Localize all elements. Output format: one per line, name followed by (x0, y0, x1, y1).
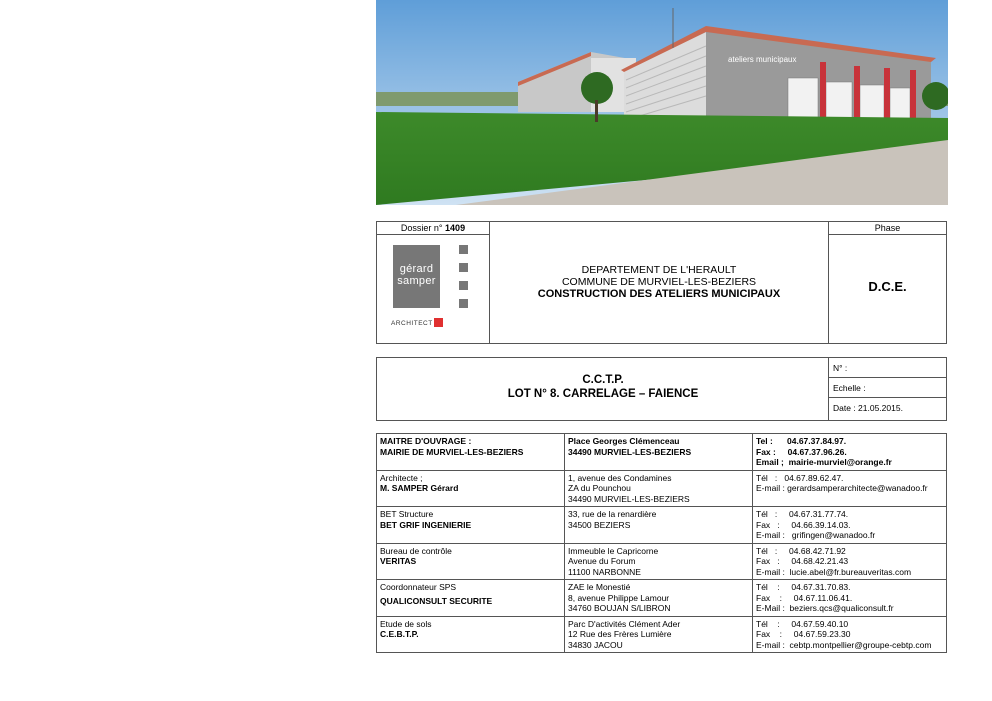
address-line: 11100 NARBONNE (568, 566, 641, 577)
role-line: Coordonnateur SPS (380, 582, 457, 592)
role-cell (377, 470, 565, 507)
architect-logo (393, 245, 440, 308)
phase-label: Phase (829, 222, 946, 235)
echelle-field: Echelle : (829, 378, 946, 398)
contact-line: Tél : 04.67.31.77.74. (756, 509, 849, 519)
logo-square (459, 245, 468, 254)
contact-cell (753, 434, 947, 471)
table-row (377, 507, 947, 544)
contact-line: Fax : 04.67.59.23.30 (756, 629, 851, 639)
header-block (376, 221, 947, 344)
address-cell (565, 470, 753, 507)
role-cell (377, 543, 565, 580)
address-line: Place Georges Clémenceau (568, 436, 680, 446)
address-line: 34490 MURVIEL-LES-BEZIERS (568, 446, 692, 457)
role-line: C.E.B.T.P. (380, 629, 419, 639)
role-cell (377, 434, 565, 471)
cctp-heading: C.C.T.P. (582, 374, 624, 386)
cctp-title (377, 373, 829, 401)
contact-line: E-mail : cebtp.montpellier@groupe-cebtp.com (756, 639, 932, 650)
contact-line: Fax : 04.68.42.21.43 (756, 556, 849, 566)
role-cell (377, 616, 565, 653)
address-line: 1, avenue des Condamines (568, 472, 672, 483)
contact-line: Tél : 04.67.31.70.83. (756, 582, 851, 592)
address-line: 34830 JACOU (568, 639, 623, 650)
role-line: Etude de sols (380, 618, 432, 629)
role-cell (377, 580, 565, 617)
address-line: ZAE le Monestié (568, 582, 631, 592)
role-cell (377, 507, 565, 544)
address-cell (565, 434, 753, 471)
building-sign: ateliers municipaux (728, 55, 797, 64)
contact-line: E-Mail : beziers.qcs@qualiconsult.fr (756, 603, 894, 613)
logo-square (459, 281, 468, 290)
contact-line: Tél : 04.67.59.40.10 (756, 618, 849, 629)
cover-photo (376, 0, 948, 205)
role-line: VERITAS (380, 556, 417, 566)
table-row (377, 616, 947, 653)
date-field: Date : 21.05.2015. (833, 403, 903, 413)
address-line: 34490 MURVIEL-LES-BEZIERS (568, 493, 690, 504)
logo-line2: samper (397, 275, 436, 287)
address-cell (565, 543, 753, 580)
contact-line: Fax : 04.67.11.06.41. (756, 592, 853, 603)
contact-line: Fax : 04.66.39.14.03. (756, 519, 851, 530)
contact-line: E-mail : lucie.abel@fr.bureauveritas.com (756, 566, 912, 577)
phase-value: D.C.E. (868, 279, 907, 294)
dossier-label-text: Dossier n° (400, 223, 443, 233)
address-line: ZA du Pounchou (568, 483, 631, 493)
contact-cell (753, 543, 947, 580)
logo-architect-text: ARCHITECT (391, 320, 433, 328)
contacts-table (376, 433, 947, 653)
phase-cell (828, 222, 946, 343)
logo-cell (377, 222, 490, 343)
role-line: Bureau de contrôle (380, 545, 452, 556)
address-line: Avenue du Forum (568, 556, 636, 566)
architect-red-mark (434, 318, 443, 327)
table-row (377, 580, 947, 617)
contact-cell (753, 470, 947, 507)
address-line: 12 Rue des Frères Lumière (568, 629, 672, 639)
contact-line: E-mail : gerardsamperarchitecte@wanadoo.fr (756, 483, 928, 493)
table-row (377, 543, 947, 580)
role-line: BET Structure (380, 509, 434, 519)
contact-line: E-mail : grifingen@wanadoo.fr (756, 530, 876, 540)
address-line: 34500 BEZIERS (568, 519, 631, 530)
department: DEPARTEMENT DE L'HERAULT (581, 264, 737, 276)
contact-line: Tél : 04.67.89.62.47. (756, 472, 844, 483)
contact-line: Tel : 04.67.37.84.97. (756, 436, 847, 446)
logo-line1: gérard (399, 263, 434, 275)
address-line: 8, avenue Philippe Lamour (568, 592, 670, 603)
address-cell (565, 580, 753, 617)
address-line: 33, rue de la renardière (568, 509, 657, 519)
role-line: M. SAMPER Gérard (380, 483, 459, 493)
address-line: 34760 BOUJAN S/LIBRON (568, 603, 671, 613)
role-line: MAIRIE DE MURVIEL-LES-BEZIERS (380, 446, 524, 457)
contact-cell (753, 507, 947, 544)
role-line: MAITRE D'OUVRAGE : (380, 436, 472, 446)
project-name: CONSTRUCTION DES ATELIERS MUNICIPAUX (537, 288, 781, 300)
contact-line: Email ; mairie-murviel@orange.fr (756, 457, 892, 467)
lot-title: LOT N° 8. CARRELAGE – FAIENCE (507, 388, 699, 400)
dossier-number: 1409 (445, 223, 466, 233)
logo-square (459, 263, 468, 272)
address-line: Parc D'activités Clément Ader (568, 618, 681, 629)
role-line: BET GRIF INGENIERIE (380, 519, 472, 530)
commune: COMMUNE DE MURVIEL-LES-BEZIERS (561, 276, 757, 288)
address-line: Immeuble le Capricorne (568, 545, 659, 556)
cctp-block (376, 357, 947, 421)
contact-line: Tél : 04.68.42.71.92 (756, 545, 846, 556)
contact-cell (753, 616, 947, 653)
table-row (377, 434, 947, 471)
logo-square (459, 299, 468, 308)
address-cell (565, 616, 753, 653)
numero-field: N° : (829, 358, 946, 378)
role-line: QUALICONSULT SECURITE (380, 595, 493, 606)
role-line: Architecte ; (380, 472, 423, 483)
contact-cell (753, 580, 947, 617)
cctp-meta (828, 358, 946, 420)
dossier-label (377, 222, 489, 235)
project-title (489, 264, 829, 300)
architect-mark (391, 319, 443, 328)
address-cell (565, 507, 753, 544)
contact-line: Fax : 04.67.37.96.26. (756, 446, 847, 457)
table-row (377, 470, 947, 507)
